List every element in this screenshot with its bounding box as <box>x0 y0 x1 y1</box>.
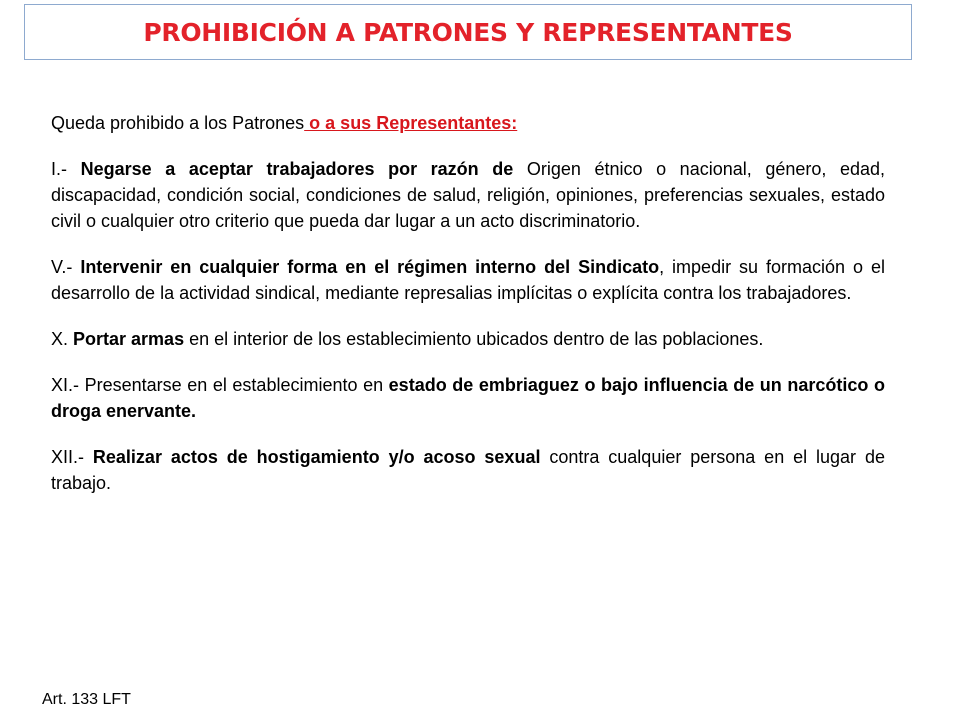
item-number: XII.- <box>51 447 93 467</box>
intro-text: Queda prohibido a los Patrones <box>51 113 305 133</box>
footer-reference: Art. 133 LFT <box>42 691 131 708</box>
item-text: Presentarse en el establecimiento en <box>84 375 389 395</box>
item-bold: estado de embriaguez o bajo influencia de un narcótico o droga enervante. <box>51 375 885 421</box>
item-bold: Intervenir en cualquier forma en el régimen interno del Sindicato <box>80 257 660 277</box>
item-text: , impedir su formación o el desarrollo de la actividad sindical, mediante represalias implícitas o explícita contra los trabajadores. <box>51 257 885 303</box>
item-bold: Portar armas <box>73 329 185 349</box>
item-xi <box>51 372 885 424</box>
item-number: XI.- <box>51 375 85 395</box>
intro-highlight: o a sus Representantes: <box>304 113 518 133</box>
item-x <box>51 326 885 352</box>
item-i <box>51 156 885 234</box>
intro-paragraph <box>51 110 885 136</box>
content-body <box>51 110 885 516</box>
item-number: I.- <box>51 159 81 179</box>
item-number: V.- <box>51 257 81 277</box>
item-bold: Realizar actos de hostigamiento y/o acoso sexual <box>92 447 541 467</box>
item-number: X. <box>51 329 74 349</box>
title-box <box>24 4 912 60</box>
item-xii <box>51 444 885 496</box>
slide-title: PROHIBICIÓN A PATRONES Y REPRESENTANTES <box>143 17 793 47</box>
item-text: contra cualquier persona en el lugar de trabajo. <box>51 447 885 493</box>
item-text: en el interior de los establecimiento ubicados dentro de las poblaciones. <box>184 329 764 349</box>
item-text: Origen étnico o nacional, género, edad, discapacidad, condición social, condiciones de salud, religión, opiniones, preferencias sexuales, estado civil o cualquier otro criterio que pueda dar lugar a un acto discriminatorio. <box>51 159 885 231</box>
item-bold: Negarse a aceptar trabajadores por razón de <box>80 159 514 179</box>
item-v <box>51 254 885 306</box>
